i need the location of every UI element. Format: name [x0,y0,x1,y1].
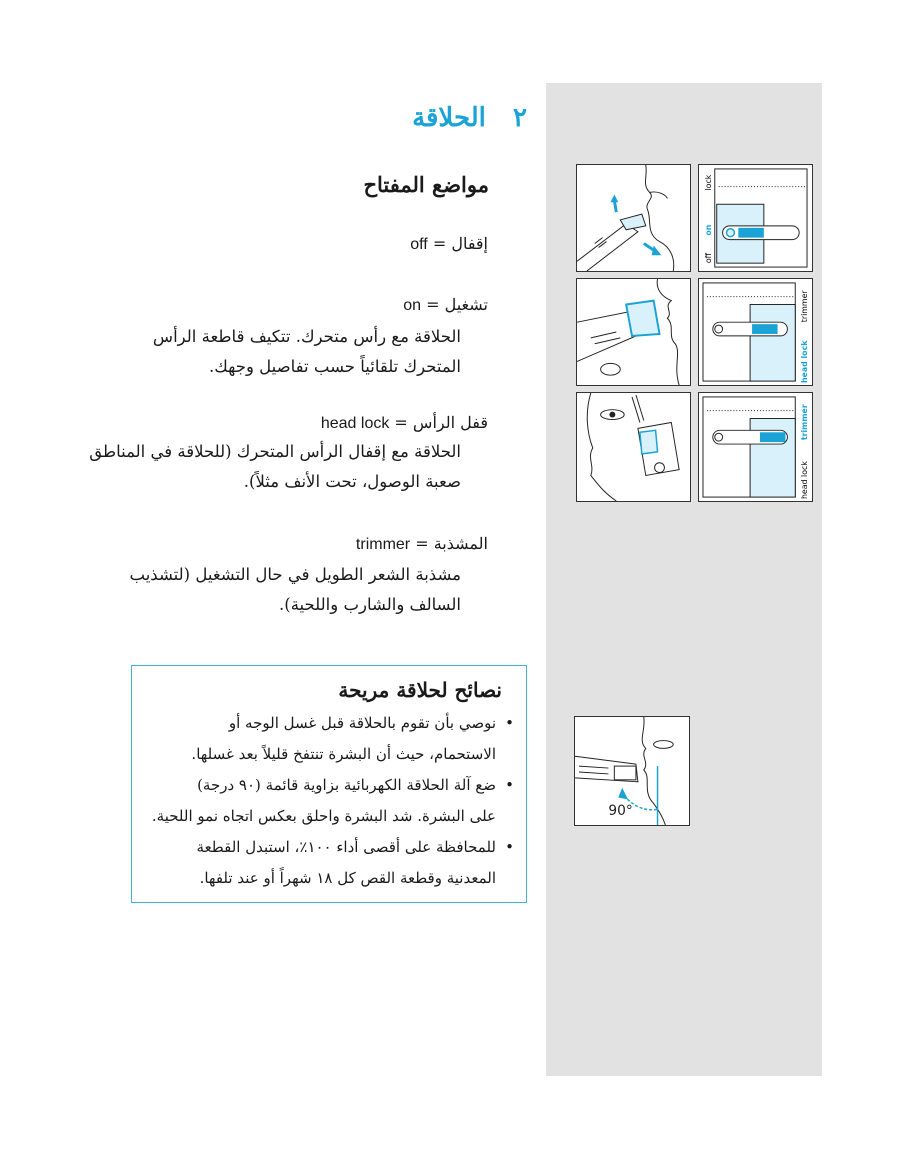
switch-positions-title: مواضع المفتاح [363,172,489,197]
tips-box [131,665,527,903]
tips-title: نصائح لحلاقة مريحة [338,678,502,702]
illustration-shave-nose [576,278,691,386]
mode-on: تشغيل = on [403,295,488,314]
tips-list [126,708,514,894]
switch-label-trimmer: trimmer [800,290,810,323]
angle-label: 90° [608,803,633,820]
mode-head-lock-description: الحلاقة مع إقفال الرأس المتحرك (للحلاقة في المناطق صعبة الوصول، تحت الأنف مثلاً). [89,442,461,491]
section-title-text: الحلاقة [412,103,486,133]
illustration-shaving-angle [574,716,690,826]
illustration-switch-trimmer [698,392,813,502]
mode-on-description: الحلاقة مع رأس متحرك. تتكيف قاطعة الرأس المتحرك تلقائياً حسب تفاصيل وجهك. [152,327,461,376]
section-title [412,103,527,133]
tip-item: • نوصي بأن تقوم بالحلاقة قبل غسل الوجه أو الاستحمام، حيث أن البشرة تنتفخ قليلاً بعد غسلها. [126,708,496,770]
switch-label-lock: lock [703,174,713,191]
illustration-trim-sideburn [576,392,691,502]
switch-label-trimmer-active: trimmer [800,404,810,441]
mode-trimmer: المشذبة = trimmer [355,534,488,553]
tip-item: • للمحافظة على أقصى أداء ١٠٠٪، استبدل القطعة المعدنية وقطعة القص كل ١٨ شهراً أو عند تلفها. [126,832,496,894]
mode-off: إقفال = off [410,234,488,253]
mode-head-lock: قفل الرأس = head lock [320,413,488,432]
switch-label-head-lock-inactive: head lock [800,461,810,500]
illustration-shave-chin [576,164,691,272]
illustration-switch-head-lock [698,278,813,386]
tip-item: • ضع آلة الحلاقة الكهربائية بزاوية قائمة (٩٠ درجة) على البشرة. شد البشرة واحلق بعكس اتجاه نمو اللحية. [126,770,496,832]
switch-label-head-lock: head lock [800,340,810,384]
mode-trimmer-description: مشذبة الشعر الطويل في حال التشغيل (لتشذيب السالف والشارب واللحية). [129,565,461,614]
switch-label-on: on [703,224,713,236]
section-number: ٢ [513,103,527,133]
switch-label-off: off [703,252,713,264]
illustration-switch-on [698,164,813,272]
